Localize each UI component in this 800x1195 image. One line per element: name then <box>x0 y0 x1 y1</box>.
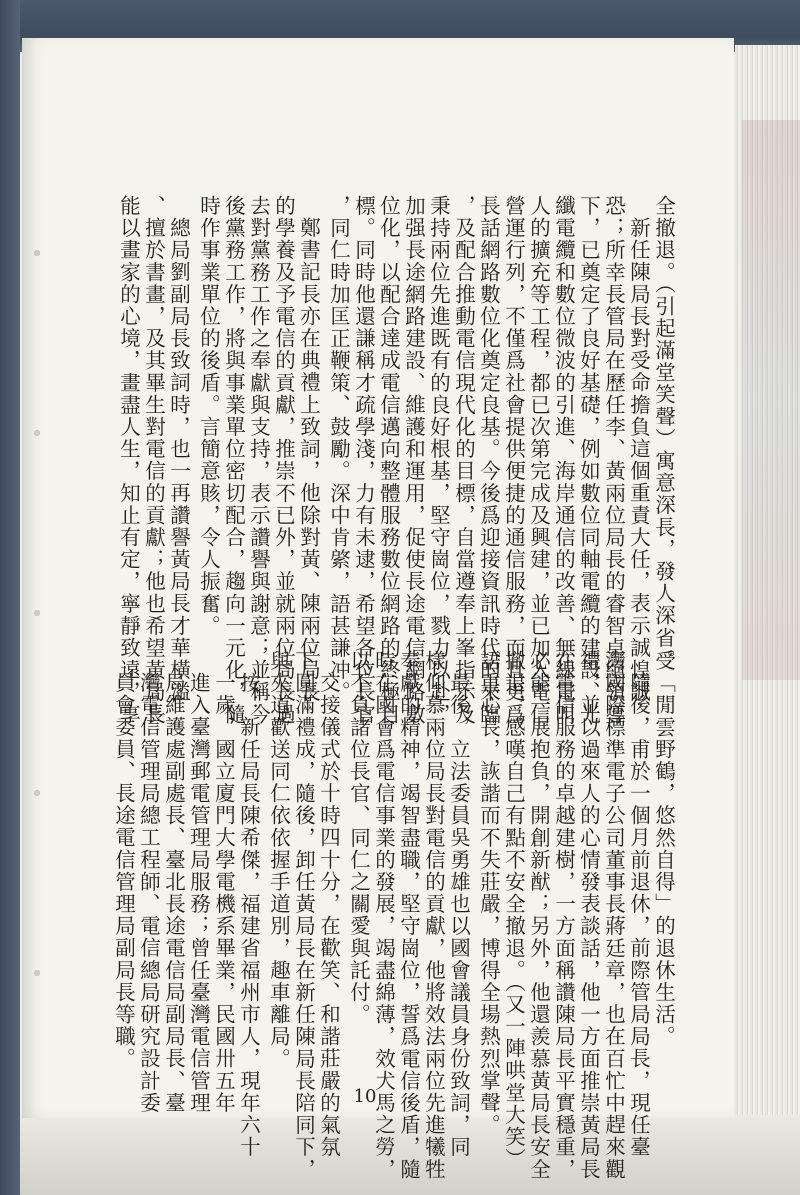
text-column: 以不負諸位長官、同仁之關愛與託付。 <box>346 650 371 1026</box>
text-column: 全撤退。（引起滿堂笑聲）寓意深長，發人深省。 <box>651 195 676 671</box>
text-column: 人的擴充等工程，都已次第完成及興建，並已加入電信 <box>526 195 551 726</box>
text-column: 語重心長，詼諧而不失莊嚴，博得全場熱烈掌聲。 <box>476 650 501 1137</box>
book-spine-binding <box>0 0 20 1195</box>
page-number: 10 <box>353 1086 377 1107</box>
text-column: 標。同時他還謙稱才疏學淺，力有未逮，希望各位長官 <box>351 195 376 726</box>
text-column: 營運行列，不僅爲社會提供便捷的通信服務，而且更爲 <box>501 195 526 726</box>
binding-stitch <box>34 970 40 976</box>
text-column: 鄭書記長亦在典禮上致詞，他除對黃、陳兩位局長 <box>296 217 321 704</box>
text-column: 員會委員、長途電信管理局副局長等職。 <box>111 672 136 1070</box>
binding-stitch <box>34 790 40 796</box>
text-column: 交接儀式於十時四十分，在歡笑、和諧莊嚴的氣氛 <box>316 672 341 1159</box>
text-column: 的學養及予電信的貢獻，推崇不已外，並就兩位局長過 <box>271 195 296 726</box>
text-column: 總局劉副局長致詞時，也一再讚譽黃局長才華橫溢 <box>166 217 191 704</box>
binding-stitch <box>34 430 40 436</box>
text-column: 新任陳局長對受命擔負這個重責大任，表示誠惶誠 <box>626 217 651 704</box>
text-column: 撤退，感嘆自己有點不安全撤退。（又一陣哄堂大笑） <box>501 650 526 1171</box>
text-column: 下圓滿禮成，隨後，卸任黃局長在新任陳局長陪同下， <box>291 650 316 1181</box>
text-column: 按：新任局長陳希傑，福建省福州市人，現年六十 <box>236 672 261 1159</box>
binding-stitch <box>34 610 40 616</box>
text-column: 下，已奠定了良好基礎，例如數位同軸電纜的建設、光 <box>576 195 601 726</box>
text-column: 恐；所幸長管局在歷任李、黃兩位局長的睿智卓絕領導 <box>601 195 626 726</box>
text-column: 能以畫家的心境，畫盡人生，知止有定，寧靜致遠，享 <box>116 195 141 726</box>
text-column: 加强長途網路建設、維護和運用，促使長途電信網路數 <box>401 195 426 726</box>
text-column: 局維護處副處長、臺北長途電信局副局長、臺 <box>161 672 186 1114</box>
text-column: 長話網路數位化奠定良基。今後爲迎接資訊時代的來臨 <box>476 195 501 726</box>
text-column: 樣仰慕兩位局長對電信的貢獻，他將效法兩位先進犧牲 <box>421 650 446 1181</box>
text-column: 受「閒雲野鶴，悠然自得」的退休生活。 <box>651 650 676 1048</box>
text-column: 必能一展抱負，開創新猷；另外，他還羨慕黃局長安全 <box>526 650 551 1181</box>
text-column: 灣國際標準電子公司董事長蔣廷章，也在百忙中趕來觀 <box>601 650 626 1181</box>
page-edge-tint <box>742 120 800 680</box>
text-column: 時在國會爲電信事業的發展，竭盡綿薄，效犬馬之勞， <box>371 650 396 1181</box>
text-column: 隨後，甫於一個月前退休，前際管局局長，現任臺 <box>626 672 651 1159</box>
text-column: 最後，立法委員吳勇雄也以國會議員身份致詞，同 <box>446 672 471 1159</box>
text-column: 纖電纜和數位微波的引進、海岸通信的改善、無線電叫 <box>551 195 576 726</box>
text-column: 秉持兩位先進既有的良好根基，堅守崗位，戮力以赴， <box>426 195 451 726</box>
text-column: 奉獻的精神，竭智盡職，堅守崗位，誓爲電信後盾，隨 <box>396 650 421 1181</box>
text-column: 一歲，國立廈門大學電機系畢業，民國卅五年 <box>211 672 236 1114</box>
text-column: 進入臺灣郵電管理局服務；曾任臺灣電信管理 <box>186 672 211 1114</box>
text-column: 後黨務工作，將與事業單位密切配合，趨向一元化，隨 <box>221 195 246 726</box>
text-column: 與夾道歡送同仁依依握手道別，趣車離局。 <box>266 650 291 1070</box>
text-column: 時作事業單位的後盾。言簡意賅，令人振奮。 <box>196 195 221 637</box>
text-column: ，同仁時加匡正鞭策、鼓勵。深中肯綮，語甚謙冲。 <box>326 195 351 704</box>
text-column: 去對黨務工作之奉獻與支持，表示讚譽與謝意；並稱今 <box>246 195 271 726</box>
text-column: 位化，以配合達成電信邁向整體服務數位網路的終極目 <box>376 195 401 726</box>
text-column: ，及配合推動電信現代化的目標，自當遵奉上峯指示及 <box>451 195 476 726</box>
text-column: 、擅於書畫，及其畢生對電信的貢獻；他也希望黃局長 <box>141 195 166 726</box>
text-column: 在電信服務的卓越建樹，一方面稱讚陳局長平實穩重， <box>551 650 576 1181</box>
text-column: 禮，並以過來人的心情發表談話，他一方面推崇黃局長 <box>576 650 601 1181</box>
text-column: 灣電信管理局總工程師、電信總局研究設計委 <box>136 672 161 1114</box>
binding-stitch <box>34 250 40 256</box>
